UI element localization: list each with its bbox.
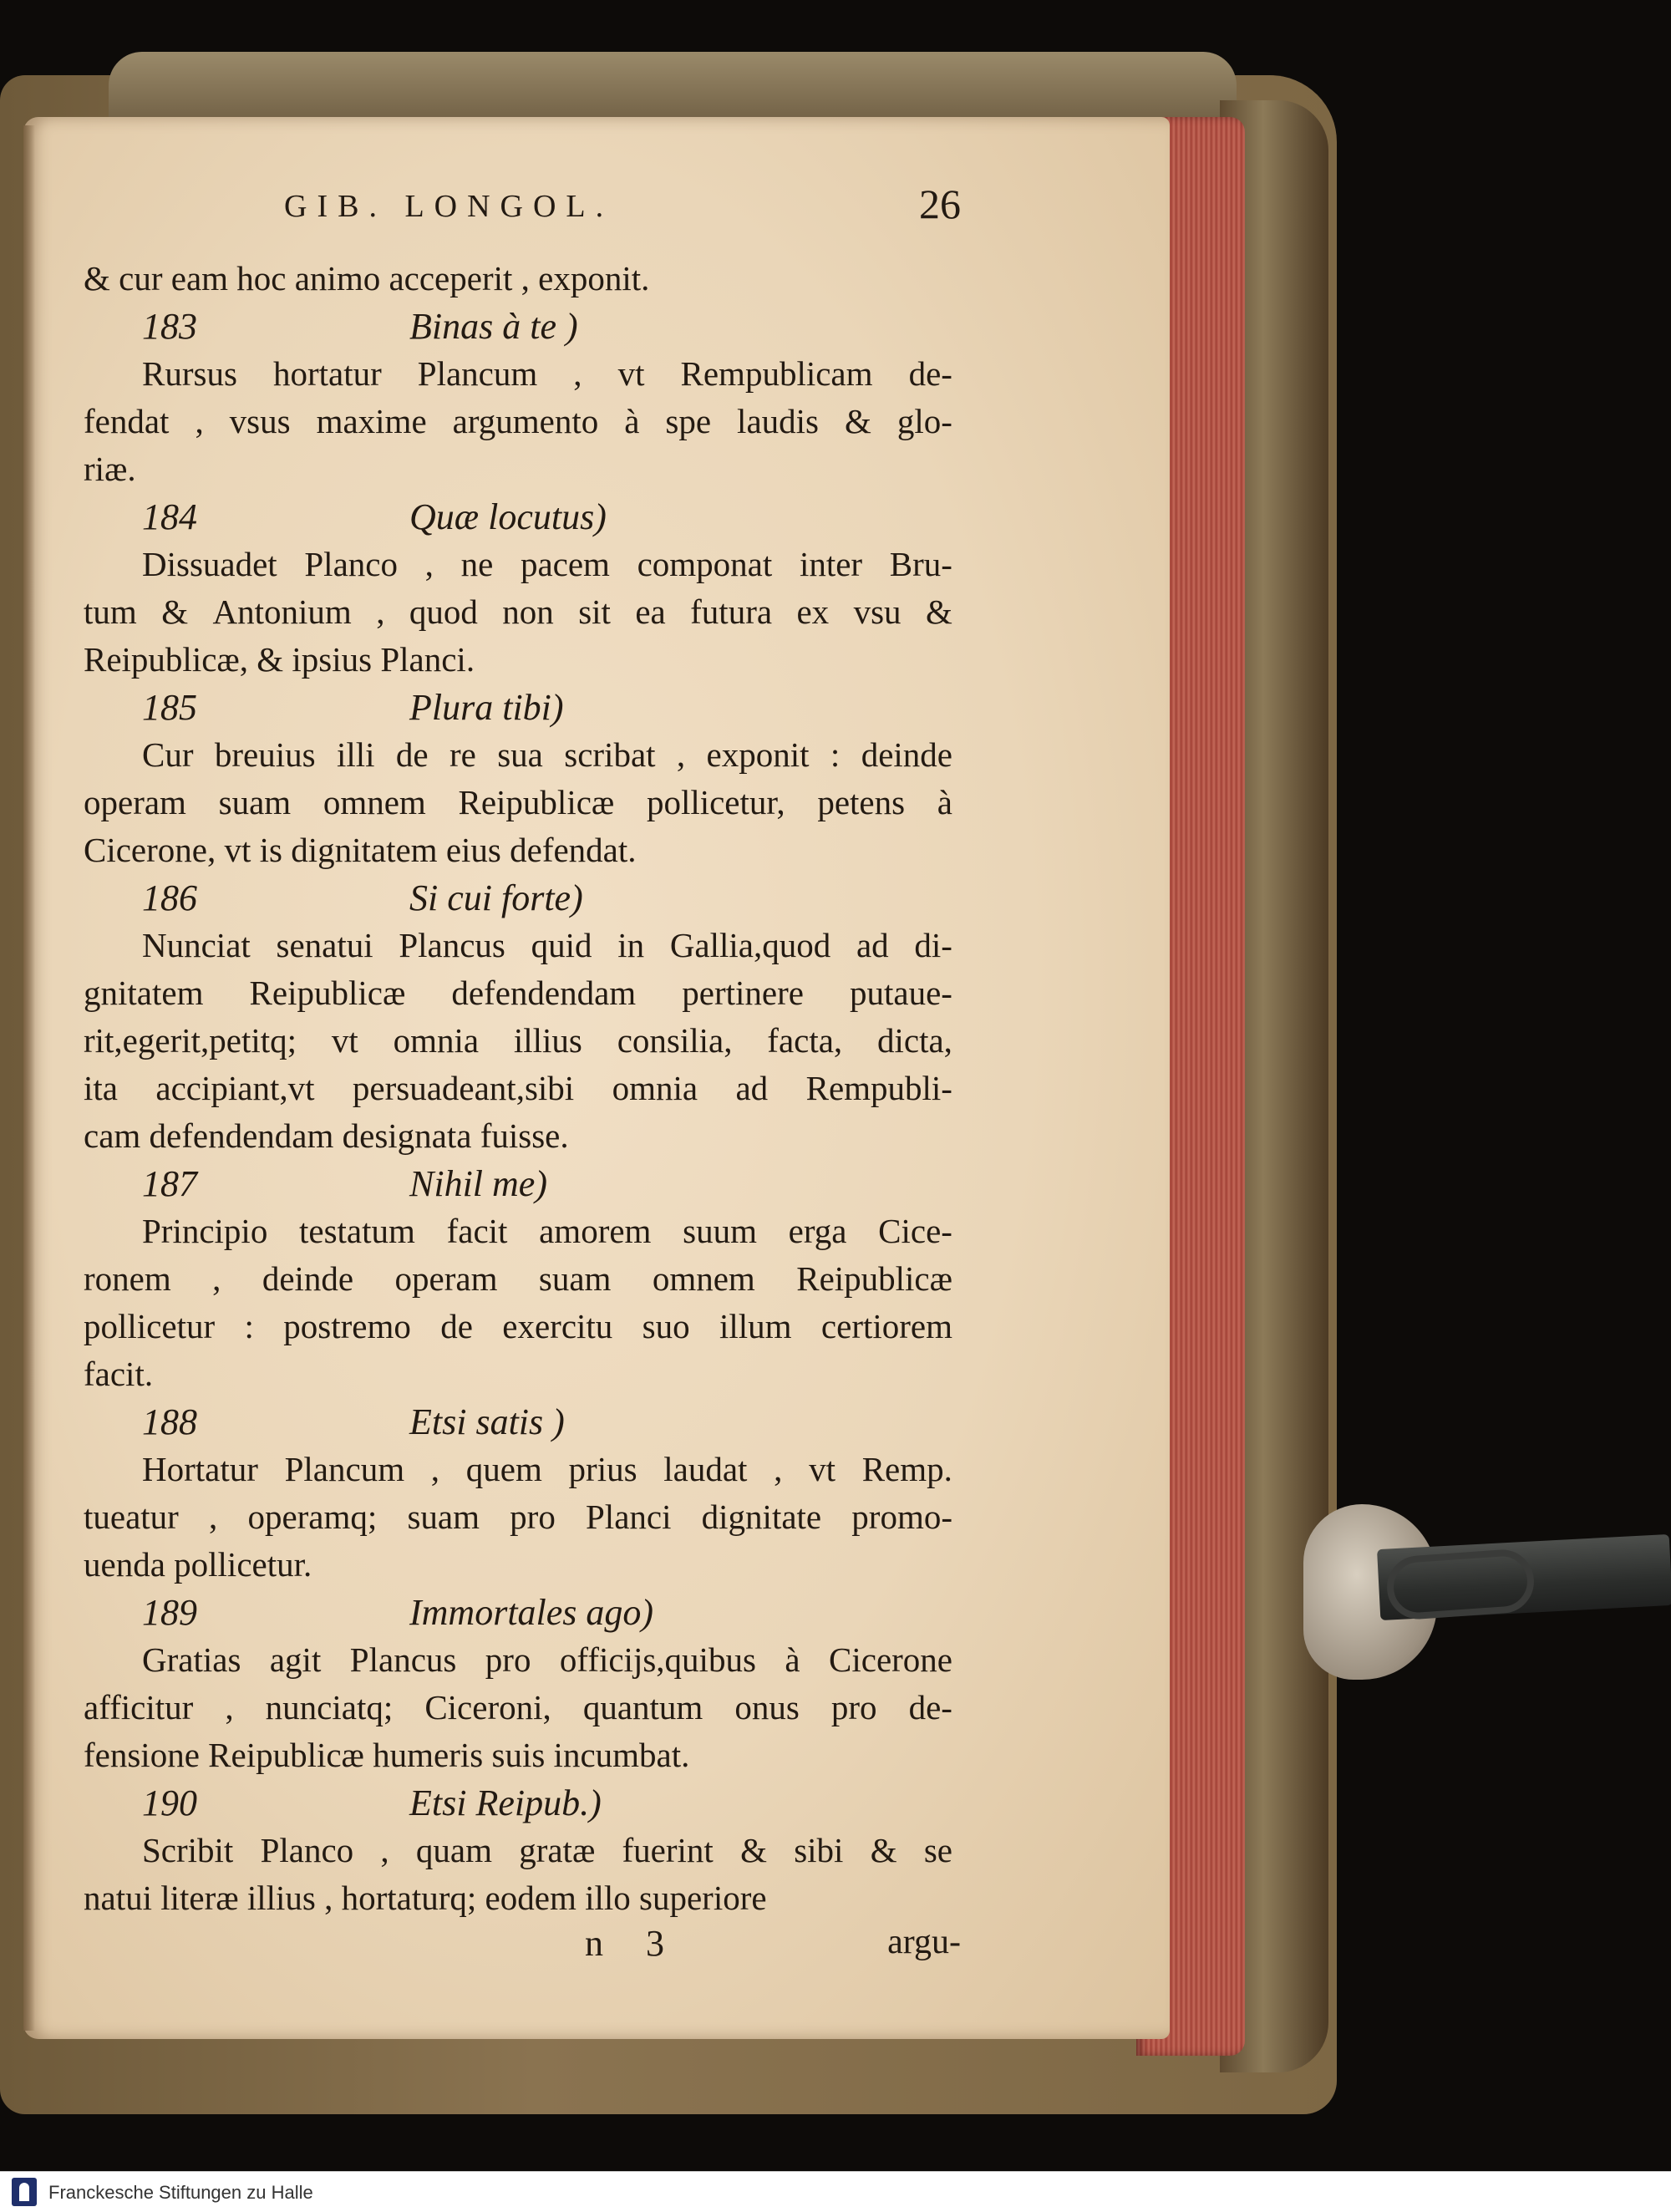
entry-text-line: Cicerone, vt is dignitatem eius defendat. bbox=[84, 831, 637, 869]
entry-text-line: fensione Reipublicæ humeris suis incumbat. bbox=[84, 1736, 690, 1774]
entry-text-line: tueatur , operamq; suam pro Planci dignitate promo- bbox=[84, 1498, 952, 1536]
entry-text-line: ita accipiant,vt persuadeant,sibi omnia ad Rempubli- bbox=[84, 1069, 952, 1107]
entry-text-line: fendat , vsus maxime argumento à spe laudis & glo- bbox=[84, 402, 952, 440]
page-footer bbox=[84, 1922, 961, 1972]
entry-text-line: natui literæ illius , hortaturq; eodem illo superiore bbox=[84, 1879, 767, 1917]
entry-text-line: uenda pollicetur. bbox=[84, 1545, 312, 1584]
entry-text-line: gnitatem Reipublicæ defendendam pertinere putaue- bbox=[84, 974, 952, 1012]
entry-lemma: Plura tibi) bbox=[409, 687, 564, 728]
entry-lemma: Si cui forte) bbox=[409, 877, 583, 918]
entry-text-line: Principio testatum facit amorem suum erga Cice- bbox=[142, 1212, 952, 1250]
catchword: argu- bbox=[887, 1923, 961, 1961]
entry-text-line: Cur breuius illi de re sua scribat , exponit : deinde bbox=[142, 735, 952, 774]
book-headcap bbox=[109, 52, 1237, 127]
signature-mark: n 3 bbox=[585, 1923, 681, 1964]
entry-heading bbox=[84, 874, 952, 922]
page-text-block bbox=[84, 181, 961, 1972]
entry-lemma: Nihil me) bbox=[409, 1163, 547, 1204]
entry-number: 185 bbox=[142, 687, 197, 728]
entry-text-line: Reipublicæ, & ipsius Planci. bbox=[84, 640, 475, 679]
entry-lemma: Etsi satis ) bbox=[409, 1401, 565, 1442]
entry-heading bbox=[84, 684, 952, 731]
entry-number: 187 bbox=[142, 1163, 197, 1204]
franckesche-stiftungen-logo-icon bbox=[12, 2178, 37, 2206]
entry-text-line: rit,egerit,petitq; vt omnia illius consilia, facta, dicta, bbox=[84, 1021, 952, 1060]
entry-text-line: cam defendendam designata fuisse. bbox=[84, 1116, 569, 1155]
entry-text-line: Scribit Planco , quam gratæ fuerint & sibi & se bbox=[142, 1831, 952, 1869]
entry-text-line: Nunciat senatui Plancus quid in Gallia,quod ad di- bbox=[142, 926, 952, 964]
entry-number: 190 bbox=[142, 1782, 197, 1823]
entry-lemma: Binas à te ) bbox=[409, 306, 578, 347]
entry-lemma: Etsi Reipub.) bbox=[409, 1782, 602, 1823]
entry-heading bbox=[84, 493, 952, 541]
entry-text-line: Hortatur Plancum , quem prius laudat , vt Remp. bbox=[142, 1450, 952, 1488]
entries-list bbox=[84, 255, 952, 1922]
page-number: 26 bbox=[919, 181, 961, 227]
entry-number: 188 bbox=[142, 1401, 197, 1442]
entry-heading bbox=[84, 1589, 952, 1636]
entry-heading bbox=[84, 1160, 952, 1208]
running-head: GIB. LONGOL. bbox=[284, 189, 614, 224]
entry-text-line: Rursus hortatur Plancum , vt Rempublicam de- bbox=[142, 354, 952, 393]
entry-text-line: & cur eam hoc animo acceperit , exponit. bbox=[84, 259, 650, 297]
entry-lemma: Immortales ago) bbox=[409, 1592, 654, 1633]
page-header bbox=[84, 181, 961, 255]
entry-text-line: operam suam omnem Reipublicæ pollicetur, petens à bbox=[84, 783, 952, 821]
entry-text-line: tum & Antonium , quod non sit ea futura ex vsu & bbox=[84, 592, 952, 631]
entry-number: 186 bbox=[142, 877, 197, 918]
entry-number: 189 bbox=[142, 1592, 197, 1633]
entry-heading bbox=[84, 1398, 952, 1446]
page-gutter-shadow bbox=[23, 125, 35, 2031]
clasp-ring bbox=[1385, 1548, 1536, 1621]
entry-text-line: facit. bbox=[84, 1355, 154, 1393]
entry-text-line: Dissuadet Planco , ne pacem componat inter Bru- bbox=[142, 545, 952, 583]
entry-text-line: riæ. bbox=[84, 450, 136, 488]
entry-heading bbox=[84, 1779, 952, 1827]
entry-heading bbox=[84, 303, 952, 350]
entry-text-line: afficitur , nunciatq; Ciceroni, quantum onus pro de- bbox=[84, 1688, 952, 1726]
entry-number: 184 bbox=[142, 496, 197, 537]
entry-text-line: Gratias agit Plancus pro officijs,quibus à Cicerone bbox=[142, 1640, 952, 1679]
entry-lemma: Quæ locutus) bbox=[409, 496, 607, 537]
entry-text-line: pollicetur : postremo de exercitu suo illum certiorem bbox=[84, 1307, 952, 1345]
entry-text-line: ronem , deinde operam suam omnem Reipublicæ bbox=[84, 1259, 952, 1298]
attribution-bar bbox=[0, 2171, 1671, 2212]
attribution-text: Franckesche Stiftungen zu Halle bbox=[48, 2182, 313, 2203]
entry-number: 183 bbox=[142, 306, 197, 347]
